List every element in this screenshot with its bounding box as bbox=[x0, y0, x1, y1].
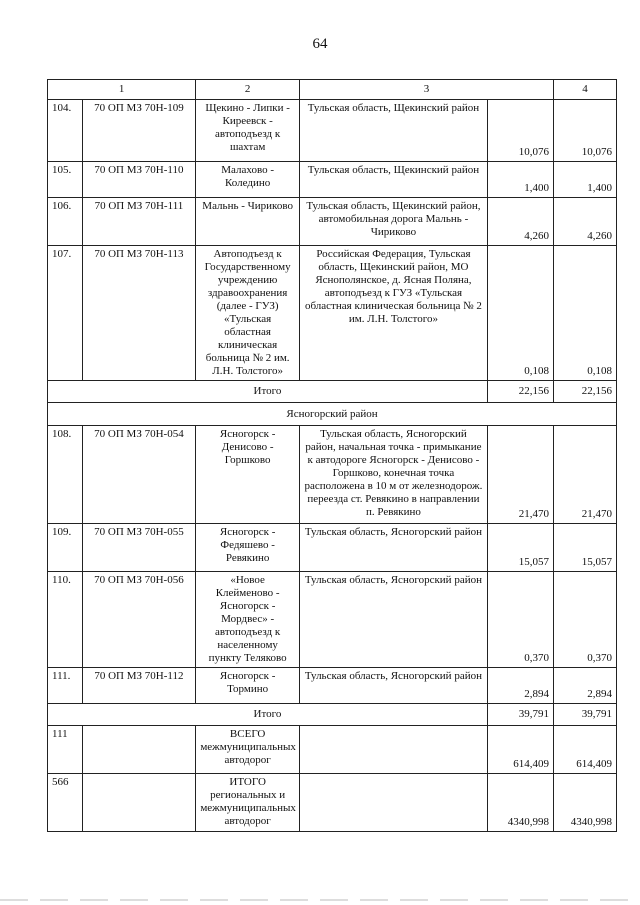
road-length-total: 4,260 bbox=[553, 198, 616, 246]
row-number: 105. bbox=[48, 162, 83, 198]
road-length: 15,057 bbox=[487, 524, 553, 572]
road-length: 2,894 bbox=[487, 668, 553, 704]
subtotal-length-total: 39,791 bbox=[553, 704, 616, 726]
road-name: Ясногорск - Федяшево - Ревякино bbox=[196, 524, 300, 572]
grand-total-length: 614,409 bbox=[487, 726, 553, 774]
road-length: 4,260 bbox=[487, 198, 553, 246]
road-code: 70 ОП МЗ 70Н-056 bbox=[82, 572, 196, 668]
road-length: 10,076 bbox=[487, 100, 553, 162]
row-number: 110. bbox=[48, 572, 83, 668]
road-length-total: 0,370 bbox=[553, 572, 616, 668]
road-name: «Новое Клейменово - Ясногорск - Мордвес» - автоподъезд к населенному пункту Теляково bbox=[196, 572, 300, 668]
road-code: 70 ОП МЗ 70Н-055 bbox=[82, 524, 196, 572]
row-number: 106. bbox=[48, 198, 83, 246]
road-location: Тульская область, Щекинский район bbox=[299, 100, 487, 162]
road-code: 70 ОП МЗ 70Н-111 bbox=[82, 198, 196, 246]
subtotal-length-total: 22,156 bbox=[553, 381, 616, 403]
road-code: 70 ОП МЗ 70Н-110 bbox=[82, 162, 196, 198]
grand-total-length-total: 614,409 bbox=[553, 726, 616, 774]
table-row bbox=[48, 198, 617, 246]
road-location: Тульская область, Ясногорский район bbox=[299, 668, 487, 704]
table-row bbox=[48, 668, 617, 704]
road-location: Тульская область, Щекинский район, автомобильная дорога Мальнь - Чириково bbox=[299, 198, 487, 246]
table-row bbox=[48, 524, 617, 572]
subtotal-row bbox=[48, 704, 617, 726]
empty-cell bbox=[299, 774, 487, 832]
row-number: 104. bbox=[48, 100, 83, 162]
road-code: 70 ОП МЗ 70Н-054 bbox=[82, 426, 196, 524]
grand-total-row bbox=[48, 726, 617, 774]
subtotal-length: 39,791 bbox=[487, 704, 553, 726]
road-location: Тульская область, Ясногорский район bbox=[299, 572, 487, 668]
grand-total-row bbox=[48, 774, 617, 832]
road-count: 566 bbox=[48, 774, 83, 832]
grand-total-label: ИТОГО региональных и межмуниципальных автодорог bbox=[196, 774, 300, 832]
subtotal-length: 22,156 bbox=[487, 381, 553, 403]
road-length-total: 21,470 bbox=[553, 426, 616, 524]
table-row bbox=[48, 100, 617, 162]
road-length-total: 10,076 bbox=[553, 100, 616, 162]
empty-cell bbox=[82, 774, 196, 832]
grand-total-length-total: 4340,998 bbox=[553, 774, 616, 832]
row-number: 109. bbox=[48, 524, 83, 572]
table-row bbox=[48, 246, 617, 381]
road-code: 70 ОП МЗ 70Н-109 bbox=[82, 100, 196, 162]
grand-total-label: ВСЕГО межмуниципальных автодорог bbox=[196, 726, 300, 774]
row-number: 107. bbox=[48, 246, 83, 381]
subtotal-label: Итого bbox=[48, 704, 488, 726]
road-code: 70 ОП МЗ 70Н-113 bbox=[82, 246, 196, 381]
header-col-1: 1 bbox=[48, 80, 196, 100]
road-location: Тульская область, Щекинский район bbox=[299, 162, 487, 198]
road-length-total: 0,108 bbox=[553, 246, 616, 381]
row-number: 108. bbox=[48, 426, 83, 524]
table-row bbox=[48, 572, 617, 668]
road-length-total: 1,400 bbox=[553, 162, 616, 198]
road-name: Ясногорск - Тормино bbox=[196, 668, 300, 704]
road-code: 70 ОП МЗ 70Н-112 bbox=[82, 668, 196, 704]
road-name: Мальнь - Чириково bbox=[196, 198, 300, 246]
road-length: 0,108 bbox=[487, 246, 553, 381]
empty-cell bbox=[299, 726, 487, 774]
header-col-4: 4 bbox=[553, 80, 616, 100]
road-length: 1,400 bbox=[487, 162, 553, 198]
road-location: Тульская область, Ясногорский район bbox=[299, 524, 487, 572]
table-row bbox=[48, 162, 617, 198]
header-col-2: 2 bbox=[196, 80, 300, 100]
table-row bbox=[48, 426, 617, 524]
empty-cell bbox=[82, 726, 196, 774]
header-row bbox=[48, 80, 617, 100]
road-count: 111 bbox=[48, 726, 83, 774]
section-header-row bbox=[48, 403, 617, 426]
section-title: Ясногорский район bbox=[48, 403, 617, 426]
roads-table bbox=[47, 79, 617, 832]
road-name: Щекино - Липки - Киреевск - автоподъезд к шахтам bbox=[196, 100, 300, 162]
header-col-3: 3 bbox=[299, 80, 553, 100]
grand-total-length: 4340,998 bbox=[487, 774, 553, 832]
scan-artifact-line bbox=[0, 899, 640, 901]
subtotal-label: Итого bbox=[48, 381, 488, 403]
row-number: 111. bbox=[48, 668, 83, 704]
subtotal-row bbox=[48, 381, 617, 403]
road-length: 0,370 bbox=[487, 572, 553, 668]
page-number: 64 bbox=[312, 36, 328, 52]
road-length-total: 2,894 bbox=[553, 668, 616, 704]
road-name: Автоподъезд к Государственному учреждению здравоохранения (далее - ГУЗ) «Тульская областная клиническая больница № 2 им. Л.Н. Толстого» bbox=[196, 246, 300, 381]
road-location: Российская Федерация, Тульская область, Щекинский район, МО Яснополянское, д. Ясная Поляна, автоподъезд к ГУЗ «Тульская областная клиническая больница № 2 им. Л.Н. Толстого» bbox=[299, 246, 487, 381]
road-length-total: 15,057 bbox=[553, 524, 616, 572]
road-name: Ясногорск - Денисово - Горшково bbox=[196, 426, 300, 524]
road-name: Малахово - Коледино bbox=[196, 162, 300, 198]
road-location: Тульская область, Ясногорский район, начальная точка - примыкание к автодороге Ясногорск - Денисово - Горшково, конечная точка расположена в 10 м от железнодорож. переезда ст. Ревякино в направлении п. Ревякино bbox=[299, 426, 487, 524]
road-length: 21,470 bbox=[487, 426, 553, 524]
